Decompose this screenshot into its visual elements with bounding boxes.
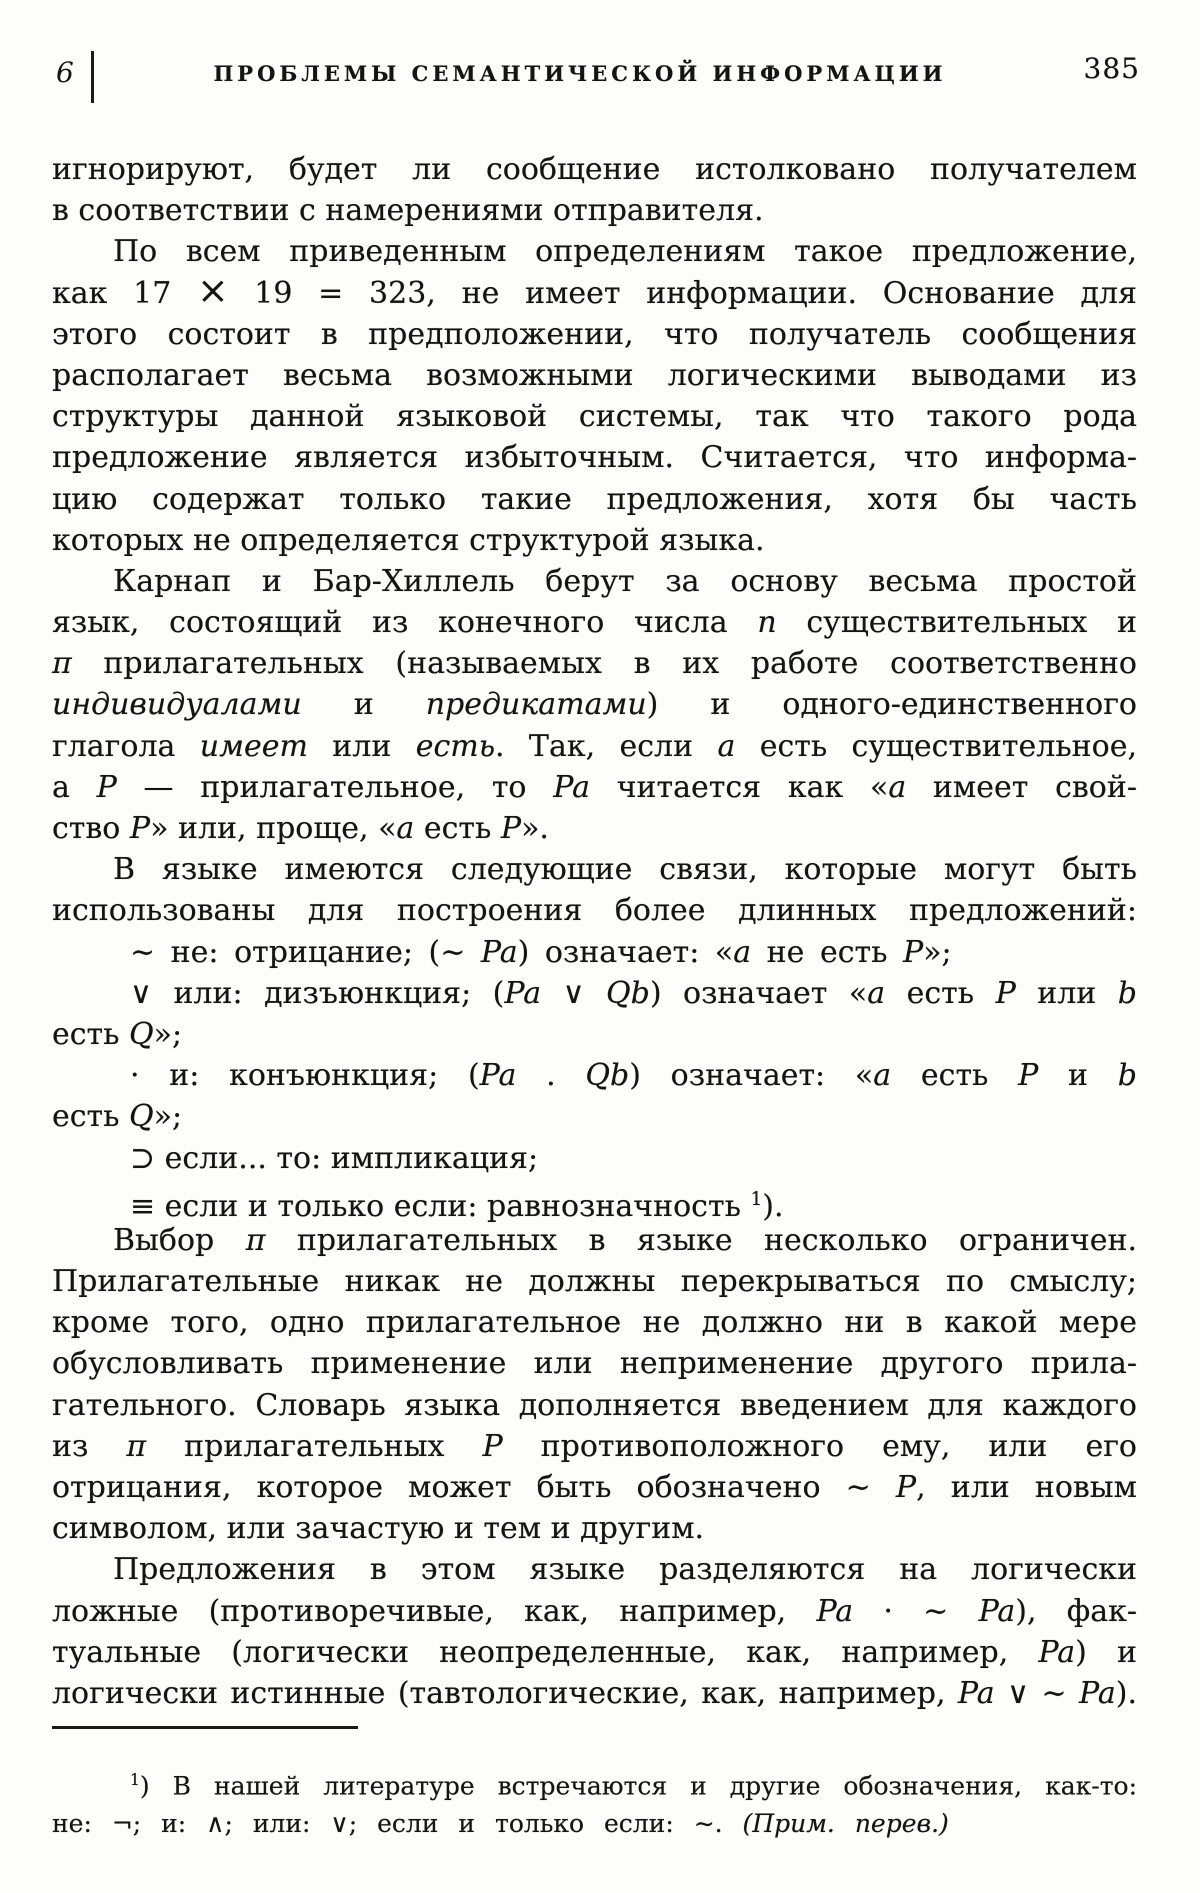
text-line: [52, 890, 1137, 931]
text-line: [52, 767, 1137, 808]
text-segment: Pa: [816, 1593, 854, 1629]
text-line: [52, 396, 1137, 437]
text-segment: индивидуалами: [52, 687, 302, 723]
text-line: [52, 1014, 1137, 1055]
text-segment: »;: [153, 1099, 183, 1135]
text-segment: Q: [129, 1016, 154, 1052]
text-segment: a: [867, 975, 886, 1011]
text-line: [52, 1343, 1137, 1384]
text-segment: Прилагательные никак не должны перекрываться по смыслу;: [52, 1264, 1137, 1300]
text-segment: прилагательных: [146, 1428, 483, 1464]
text-segment: P: [895, 1470, 917, 1505]
text-segment: туальные (логически неопределенные, как, например,: [52, 1634, 1039, 1670]
text-segment: использованы для построения более длинных предложений:: [52, 893, 1137, 929]
text-segment: есть: [891, 1058, 1019, 1094]
text-segment: ложные (противоречивые, как, например,: [52, 1593, 817, 1629]
text-line: [52, 479, 1137, 520]
text-segment: и: [1038, 1058, 1118, 1094]
text-segment: » или, проще, «: [150, 811, 397, 846]
text-segment: (Прим. перев.): [742, 1809, 949, 1838]
text-segment: P: [129, 811, 151, 846]
text-segment: ) и: [1075, 1634, 1137, 1670]
text-line: [52, 1758, 1137, 1802]
text-line: [52, 726, 1137, 767]
text-segment: a: [888, 769, 907, 805]
text-segment: P: [1018, 1058, 1039, 1094]
text-line: [52, 561, 1137, 602]
text-segment: ⊃ если... то: импликация;: [130, 1140, 539, 1176]
text-segment: Предложения в этом языке разделяются на логически: [113, 1552, 1137, 1588]
text-segment: a: [717, 728, 736, 764]
text-line: [52, 1673, 1137, 1714]
text-segment: b: [1117, 975, 1137, 1011]
text-line: [52, 267, 1137, 314]
text-segment: Pa: [504, 975, 542, 1011]
text-segment: В языке имеются следующие связи, которые могут быть: [113, 852, 1137, 888]
text-segment: · ∼: [853, 1593, 979, 1629]
text-line: [52, 684, 1137, 725]
body-text: [52, 149, 1137, 1714]
text-segment: ≡ если и только если: равнозначность: [130, 1188, 751, 1224]
text-line: [52, 1096, 1137, 1137]
text-segment: которых не определяется структурой языка.: [52, 522, 765, 558]
text-segment: »;: [153, 1016, 183, 1052]
text-segment: — прилагательное, то: [116, 769, 554, 805]
text-segment: · и: конъюнкция; (: [130, 1058, 480, 1094]
text-segment: Qb: [585, 1058, 630, 1094]
text-line: [52, 643, 1137, 684]
text-segment: есть: [52, 1099, 130, 1135]
text-line: [52, 1138, 1137, 1179]
text-segment: ) означает: «: [629, 1058, 874, 1094]
text-segment: не: ¬; и: ∧; или: ∨; если и только если: ∼.: [52, 1809, 743, 1838]
text-line: [52, 1591, 1137, 1632]
text-line: [52, 602, 1137, 643]
text-segment: a: [873, 1058, 892, 1094]
text-segment: Pa: [957, 1675, 995, 1711]
text-segment: существительных и: [776, 605, 1137, 641]
text-segment: обусловливать применение или неприменение другого прила-: [52, 1346, 1137, 1382]
text-segment: a: [733, 934, 752, 970]
text-line: [52, 1055, 1137, 1096]
text-segment: ».: [521, 811, 549, 846]
text-line: [52, 1426, 1137, 1467]
text-segment: прилагательных в языке несколько ограничен.: [265, 1222, 1137, 1258]
text-segment: и: [301, 687, 426, 723]
text-line: [52, 520, 1137, 561]
text-segment: Pa: [553, 769, 590, 805]
text-segment: прилагательных (называемых в их работе соответственно: [71, 646, 1137, 682]
page-number: 385: [1083, 52, 1140, 85]
text-segment: есть: [414, 811, 501, 846]
text-segment: предикатами: [425, 687, 647, 723]
text-segment: символом, или зачастую и тем и другим.: [52, 1511, 705, 1547]
text-segment: Выбор: [113, 1222, 246, 1258]
text-segment: структуры данной языковой системы, так что такого рода: [52, 399, 1137, 435]
text-line: [52, 808, 1137, 849]
text-line: [52, 1467, 1137, 1508]
text-segment: Q: [129, 1099, 154, 1135]
text-line: [52, 1508, 1137, 1549]
text-segment: не есть: [751, 934, 903, 970]
text-segment: π: [52, 646, 72, 682]
text-segment: Pa: [1038, 1634, 1076, 1670]
text-segment: ).: [762, 1188, 784, 1224]
text-segment: читается как «: [589, 769, 889, 805]
text-segment: цию содержат только такие предложения, хотя бы часть: [52, 481, 1137, 517]
text-segment: есть: [415, 728, 496, 764]
text-line: [52, 849, 1137, 890]
text-segment: Qb: [606, 975, 650, 1011]
text-segment: или: [1015, 975, 1118, 1011]
text-line: [52, 149, 1137, 190]
text-segment: ∨ или: дизъюнкция; (: [130, 975, 505, 1011]
text-segment: .: [516, 1058, 586, 1094]
running-title: ПРОБЛЕМЫ СЕМАНТИЧЕСКОЙ ИНФОРМАЦИИ: [213, 61, 947, 86]
text-segment: а: [52, 769, 97, 805]
text-line: [52, 1549, 1137, 1590]
text-line: [52, 1261, 1137, 1302]
text-segment: гательного. Словарь языка дополняется введением для каждого: [52, 1387, 1137, 1423]
text-segment: ∼ не: отрицание; (∼: [130, 934, 481, 970]
text-segment: есть: [52, 1016, 130, 1052]
text-segment: или: [307, 728, 416, 764]
superscript: 1: [130, 1771, 140, 1789]
margin-note: 6: [56, 56, 74, 89]
text-line: [52, 231, 1137, 272]
text-segment: ×: [197, 267, 229, 312]
text-segment: . Так, если: [495, 728, 718, 764]
text-line: [52, 190, 1137, 231]
margin-mark-bar: [91, 51, 94, 103]
text-line: [52, 355, 1137, 396]
text-segment: P: [995, 975, 1016, 1011]
text-segment: 19 = 323, не имеет информации. Основание для: [228, 275, 1137, 311]
text-segment: кроме того, одно прилагательное не должно ни в какой мере: [52, 1305, 1137, 1341]
text-segment: ) означает «: [649, 975, 868, 1011]
text-segment: предложение является избыточным. Считается, что информа-: [52, 440, 1137, 476]
text-segment: P: [500, 811, 522, 846]
superscript: 1: [750, 1188, 763, 1210]
text-segment: »;: [923, 934, 952, 970]
text-segment: , или новым: [916, 1470, 1137, 1505]
text-segment: ).: [1115, 1675, 1138, 1711]
text-segment: отрицания, которое может быть обозначено ∼: [52, 1470, 896, 1505]
text-segment: ), фак-: [1015, 1593, 1138, 1629]
text-line: [52, 314, 1137, 355]
text-segment: n: [757, 605, 777, 641]
text-segment: логически истинные (тавтологические, как, например,: [52, 1675, 958, 1711]
text-segment: По всем приведенным определениям такое предложение,: [113, 234, 1137, 270]
text-segment: в соответствии с намерениями отправителя.: [52, 193, 764, 229]
text-segment: ) означает: «: [517, 934, 734, 970]
text-line: [52, 1385, 1137, 1426]
text-segment: язык, состоящий из конечного числа: [52, 605, 758, 641]
text-segment: b: [1117, 1058, 1138, 1094]
text-segment: ство: [52, 811, 130, 846]
text-segment: имеет: [199, 728, 308, 764]
text-segment: этого состоит в предположении, что получатель сообщения: [52, 316, 1137, 352]
text-segment: есть существительное,: [735, 728, 1138, 764]
text-line: [52, 1179, 1137, 1224]
footnote-separator: [52, 1726, 358, 1729]
text-segment: Карнап и Бар-Хиллель берут за основу весьма простой: [113, 563, 1137, 599]
text-segment: P: [482, 1428, 503, 1464]
text-segment: как 17: [52, 275, 198, 311]
text-segment: есть: [885, 975, 996, 1011]
text-segment: располагает весьма возможными логическими выводами из: [52, 357, 1137, 393]
text-segment: a: [396, 811, 415, 846]
text-line: [52, 1220, 1137, 1261]
footnote: [52, 1758, 1137, 1846]
text-segment: противоположного ему, или его: [502, 1428, 1137, 1464]
text-segment: ) В нашей литературе встречаются и другие обозначения, как-то:: [139, 1771, 1137, 1801]
text-segment: ∨ ∼: [994, 1675, 1080, 1711]
text-segment: глагола: [52, 728, 200, 764]
text-segment: Pa: [480, 934, 518, 970]
text-segment: игнорируют, будет ли сообщение истолковано получателем: [52, 152, 1137, 187]
text-segment: Pa: [479, 1058, 517, 1094]
text-segment: ∨: [541, 975, 607, 1011]
text-line: [52, 973, 1137, 1014]
text-segment: Pa: [1079, 1675, 1116, 1711]
text-line: [52, 1302, 1137, 1343]
text-segment: из: [52, 1428, 127, 1464]
text-segment: имеет свой-: [906, 769, 1137, 805]
text-line: [52, 1632, 1137, 1673]
text-segment: π: [126, 1428, 147, 1464]
text-line: [52, 1802, 1137, 1846]
text-line: [52, 932, 1137, 973]
text-line: [52, 437, 1137, 478]
text-segment: P: [902, 934, 924, 970]
text-segment: P: [96, 769, 117, 805]
text-segment: ) и одного-единственного: [646, 687, 1137, 723]
text-segment: Pa: [978, 1593, 1016, 1629]
text-segment: π: [245, 1222, 266, 1258]
